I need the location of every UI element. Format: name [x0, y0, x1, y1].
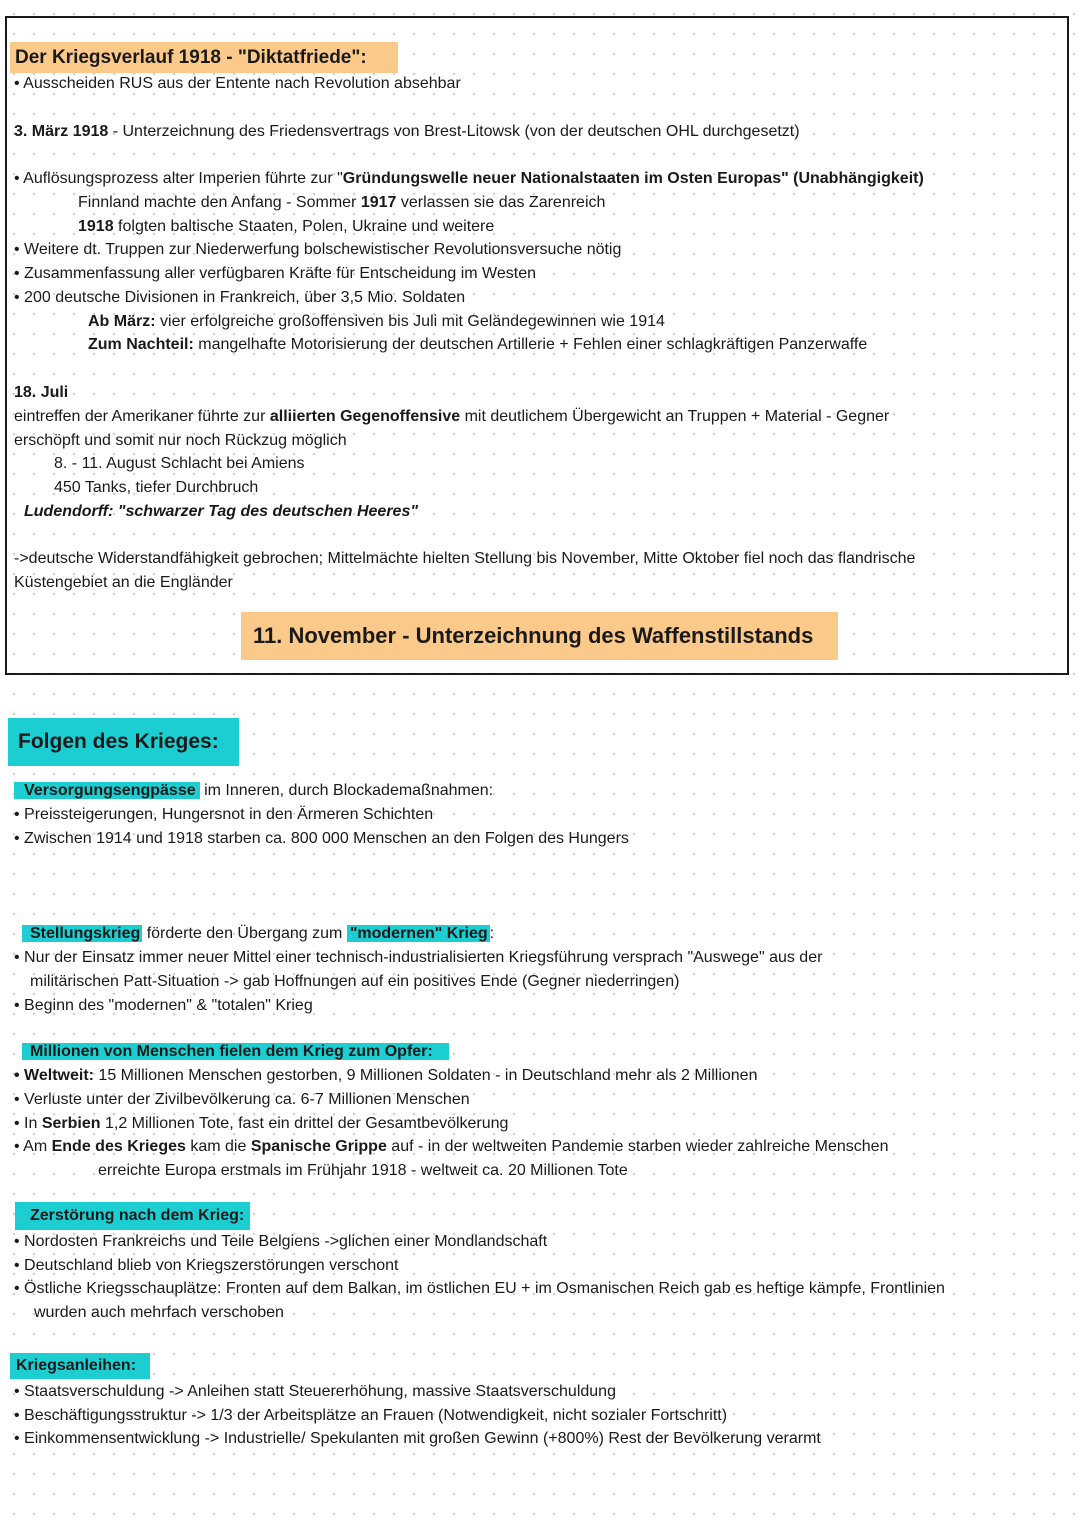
stellungskrieg-line: Stellungskrieg förderte den Übergang zum "modernen" Krieg :: [22, 923, 494, 945]
opfer-heading: Millionen von Menschen fielen dem Krieg zum Opfer:: [22, 1041, 449, 1063]
gegenoffensive-line-2: erschöpft und somit nur noch Rückzug möglich: [14, 432, 347, 449]
tanks-line: 450 Tanks, tiefer Durchbruch: [54, 479, 259, 496]
armistice-banner: 11. November - Unterzeichnung des Waffenstillstands: [241, 612, 838, 660]
ludendorff-quote: Ludendorff: "schwarzer Tag des deutschen Heeres": [24, 503, 418, 520]
zerstoerung-bullet-2: • Deutschland blieb von Kriegszerstörungen verschont: [14, 1257, 399, 1274]
zerstoerung-bullet-3: • Östliche Kriegsschauplätze: Fronten auf dem Balkan, im östlichen EU + im Osmanischen Reich gab es heftige kämpfe, Frontlinien: [14, 1280, 945, 1297]
nachteil-line: Zum Nachteil: mangelhafte Motorisierung der deutschen Artillerie + Fehlen einer schlagkräftigen Panzerwaffe: [88, 336, 868, 353]
baltic-line: 1918 folgten baltische Staaten, Polen, Ukraine und weitere: [78, 218, 495, 235]
opfer-bullet-weltweit: • Weltweit: 15 Millionen Menschen gestorben, 9 Millionen Soldaten - in Deutschland mehr als 2 Millionen: [14, 1067, 758, 1084]
gegenoffensive-line: eintreffen der Amerikaner führte zur alliierten Gegenoffensive mit deutlichem Übergewicht an Truppen + Material - Gegner: [14, 408, 890, 425]
ab-maerz-line: Ab März: vier erfolgreiche großoffensiven bis Juli mit Geländegewinnen wie 1914: [88, 313, 665, 330]
brest-litowsk-line: 3. März 1918 - Unterzeichnung des Friedensvertrags von Brest-Litowsk (von der deutschen OHL durchgesetzt): [14, 123, 800, 140]
bullet-nationalstaaten: • Auflösungsprozess alter Imperien führte zur "Gründungswelle neuer Nationalstaaten im Osten Europas" (Unabhängigkeit): [14, 170, 924, 187]
section-heading-folgen: Folgen des Krieges:: [8, 718, 239, 766]
bullet-truppen: • Weitere dt. Truppen zur Niederwerfung bolschewistischer Revolutionsversuche nötig: [14, 241, 622, 258]
kriegsanleihen-bullet-1: • Staatsverschuldung -> Anleihen statt Steuererhöhung, massive Staatsverschuldung: [14, 1383, 616, 1400]
stellungskrieg-bullet-1b: militärischen Patt-Situation -> gab Hoffnungen auf ein positives Ende (Gegner niederringen): [30, 973, 680, 990]
bullet-divisionen: • 200 deutsche Divisionen in Frankreich, über 3,5 Mio. Soldaten: [14, 289, 466, 306]
bullet-russia: • Ausscheiden RUS aus der Entente nach Revolution absehbar: [14, 75, 461, 92]
date-label: 3. März 1918: [14, 123, 109, 140]
conclusion-line-2: Küstengebiet an die Engländer: [14, 574, 233, 591]
stellungskrieg-bullet-2: • Beginn des "modernen" & "totalen" Krieg: [14, 997, 313, 1014]
versorgung-line: Versorgungsengpässe im Inneren, durch Blockademaßnahmen:: [14, 780, 493, 802]
stellungskrieg-bullet-1: • Nur der Einsatz immer neuer Mittel einer technisch-industrialisierten Kriegsführung versprach "Auswege" aus der: [14, 949, 823, 966]
opfer-grippe-sub: erreichte Europa erstmals im Frühjahr 1918 - weltweit ca. 20 Millionen Tote: [98, 1162, 628, 1179]
kriegsanleihen-bullet-3: • Einkommensentwicklung -> Industrielle/ Spekulanten mit großen Gewinn (+800%) Rest der Bevölkerung verarmt: [14, 1430, 821, 1447]
conclusion-line-1: ->deutsche Widerstandfähigkeit gebrochen; Mittelmächte hielten Stellung bis November, Mitte Oktober fiel noch das flandrische: [14, 550, 916, 567]
opfer-bullet-zivil: • Verluste unter der Zivilbevölkerung ca. 6-7 Millionen Menschen: [14, 1091, 470, 1108]
versorgung-bullet-1: • Preissteigerungen, Hungersnot in den Ärmeren Schichten: [14, 806, 434, 823]
opfer-bullet-serbien: • In Serbien 1,2 Millionen Tote, fast ein drittel der Gesamtbevölkerung: [14, 1115, 509, 1132]
bullet-kraefte: • Zusammenfassung aller verfügbaren Kräfte für Entscheidung im Westen: [14, 265, 537, 282]
zerstoerung-bullet-1: • Nordosten Frankreichs und Teile Belgiens ->glichen einer Mondlandschaft: [14, 1233, 548, 1250]
zerstoerung-bullet-3b: wurden auch mehrfach verschoben: [34, 1304, 284, 1321]
finnland-line: Finnland machte den Anfang - Sommer 1917 verlassen sie das Zarenreich: [78, 194, 606, 211]
amiens-line: 8. - 11. August Schlacht bei Amiens: [54, 455, 305, 472]
zerstoerung-heading: Zerstörung nach dem Krieg:: [15, 1202, 250, 1230]
opfer-bullet-grippe: • Am Ende des Krieges kam die Spanische Grippe auf - in der weltweiten Pandemie starben wieder zahlreiche Menschen: [14, 1138, 889, 1155]
kriegsanleihen-heading: Kriegsanleihen:: [10, 1353, 150, 1379]
versorgung-bullet-2: • Zwischen 1914 und 1918 starben ca. 800 000 Menschen an den Folgen des Hungers: [14, 830, 629, 847]
section-heading-kriegsverlauf: Der Kriegsverlauf 1918 - "Diktatfriede":: [10, 42, 398, 73]
date-18-juli: 18. Juli: [14, 384, 69, 401]
kriegsanleihen-bullet-2: • Beschäftigungsstruktur -> 1/3 der Arbeitsplätze an Frauen (Notwendigkeit, nicht sozialer Fortschritt): [14, 1407, 728, 1424]
